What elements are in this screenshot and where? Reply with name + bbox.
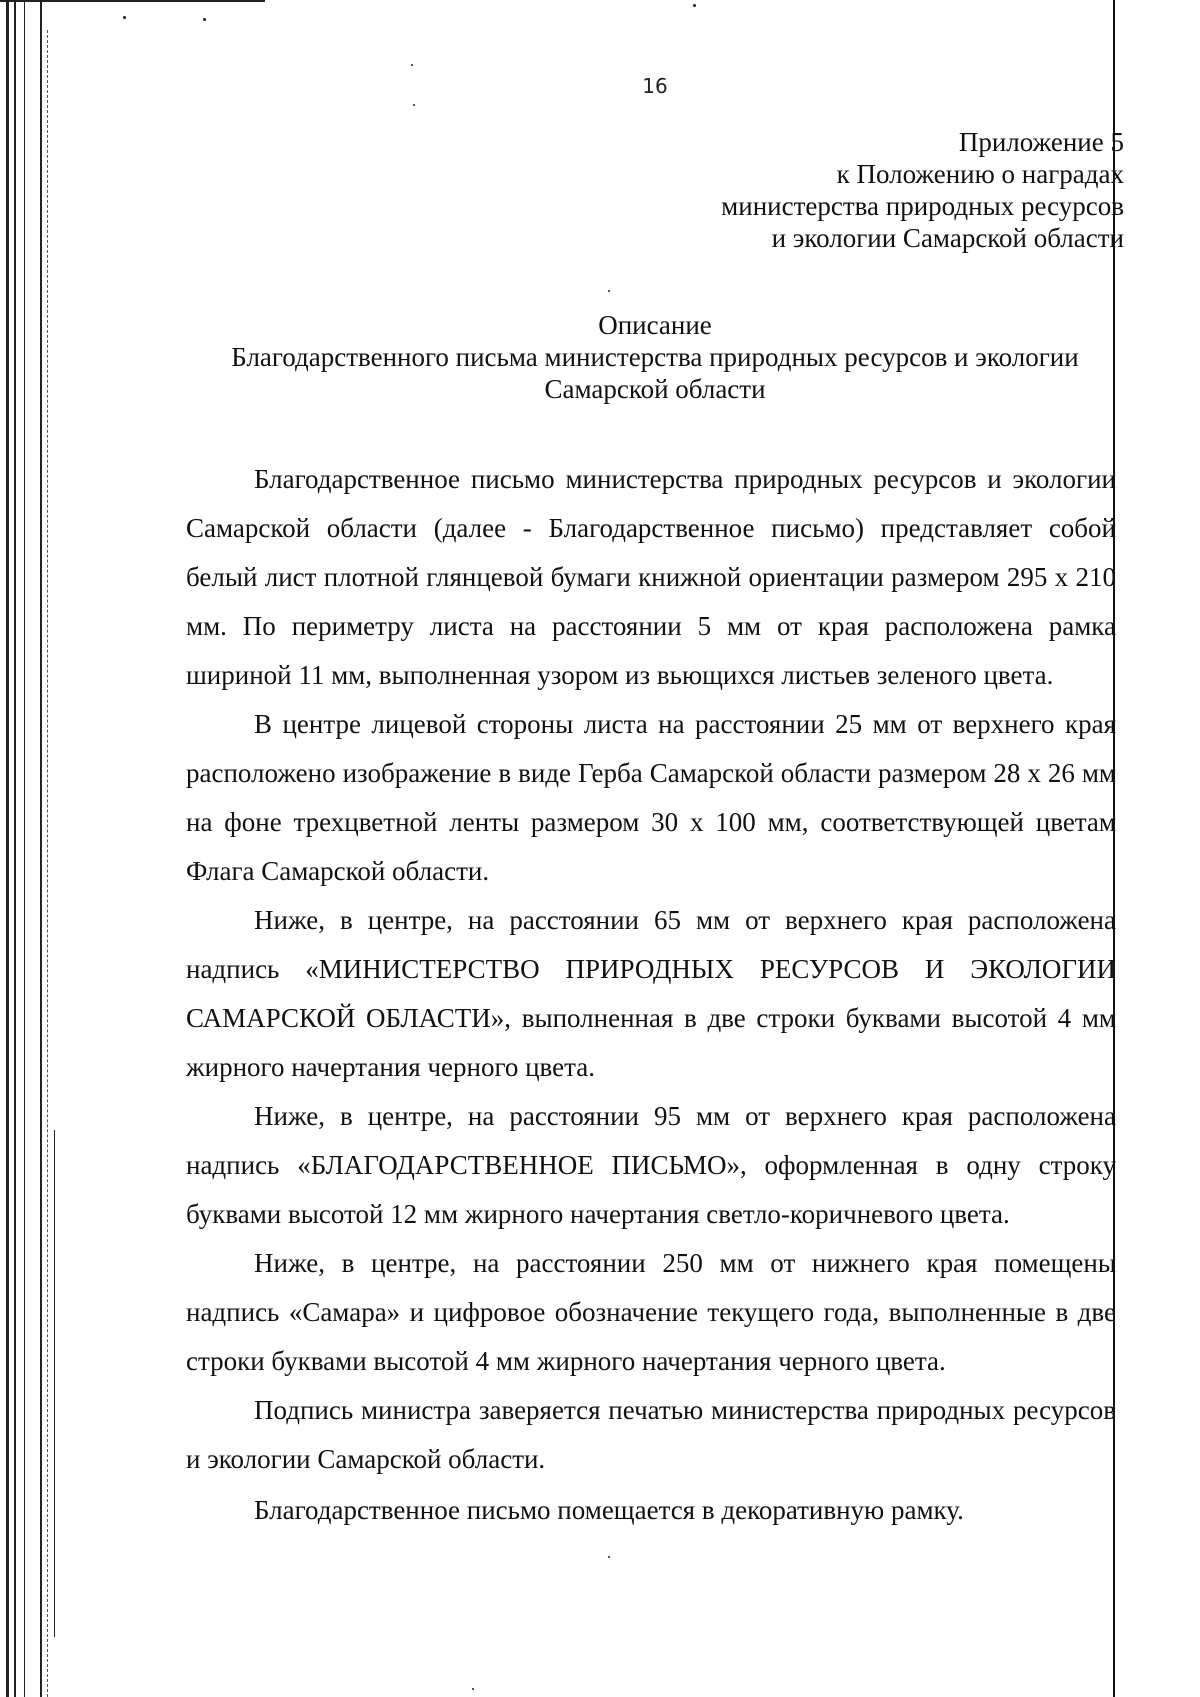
document-title	[190, 309, 1120, 405]
annex-line: министерства природных ресурсов	[721, 191, 1124, 221]
annex-block	[721, 126, 1124, 254]
scan-speck	[123, 16, 126, 19]
scan-speck	[472, 1688, 474, 1690]
scan-edge-line	[24, 0, 25, 1697]
scan-dashed-line	[47, 30, 48, 1697]
scan-edge-line	[14, 0, 16, 1697]
scan-speck	[413, 104, 415, 106]
body-paragraph: Ниже, в центре, на расстоянии 95 мм от верхнего края расположена надпись «БЛАГОДАРСТВЕННОЕ ПИСЬМО», оформленная в одну строку буквами высотой 12 мм жирного начертания светло-коричневого цвета.	[186, 1101, 1116, 1229]
document-body	[186, 455, 1116, 1535]
scan-speck	[203, 18, 206, 21]
body-paragraph: В центре лицевой стороны листа на расстоянии 25 мм от верхнего края расположено изображение в виде Герба Самарской области размером 28 х 26 мм на фоне трехцветной ленты размером 30 х 100 мм, соответствующей цветам Флага Самарской области.	[186, 709, 1116, 886]
scan-speck	[608, 290, 610, 292]
body-paragraph: Подпись министра заверяется печатью министерства природных ресурсов и экологии Самарской области.	[186, 1395, 1116, 1474]
scan-edge-line	[6, 0, 9, 1697]
scan-speck	[411, 64, 413, 66]
title-line: Самарской области	[544, 374, 766, 404]
body-paragraph: Ниже, в центре, на расстоянии 65 мм от верхнего края расположена надпись «МИНИСТЕРСТВО ПРИРОДНЫХ РЕСУРСОВ И ЭКОЛОГИИ САМАРСКОЙ ОБЛАСТИ», выполненная в две строки буквами высотой 4 мм жирного начертания черного цвета.	[186, 905, 1116, 1082]
annex-line: и экологии Самарской области	[771, 223, 1124, 253]
scan-edge-line	[54, 1130, 55, 1637]
annex-line: к Положению о наградах	[836, 159, 1124, 189]
scan-speck	[693, 4, 696, 7]
scan-edge-line	[40, 0, 42, 1697]
body-paragraph: Благодарственное письмо помещается в декоративную рамку.	[254, 1495, 964, 1525]
scan-top-rule	[0, 0, 265, 2]
annex-line: Приложение 5	[958, 127, 1124, 157]
page-number: 16	[642, 74, 668, 98]
scan-speck	[608, 1556, 610, 1558]
title-line: Благодарственного письма министерства природных ресурсов и экологии	[231, 342, 1079, 372]
body-paragraph: Ниже, в центре, на расстоянии 250 мм от нижнего края помещены надпись «Самара» и цифровое обозначение текущего года, выполненные в две строки буквами высотой 4 мм жирного начертания черного цвета.	[186, 1248, 1116, 1376]
title-line: Описание	[598, 310, 712, 340]
body-paragraph: Благодарственное письмо министерства природных ресурсов и экологии Самарской области (далее - Благодарственное письмо) представляет собой белый лист плотной глянцевой бумаги книжной ориентации размером 295 х 210 мм. По периметру листа на расстоянии 5 мм от края расположена рамка шириной 11 мм, выполненная узором из вьющихся листьев зеленого цвета.	[186, 464, 1116, 690]
